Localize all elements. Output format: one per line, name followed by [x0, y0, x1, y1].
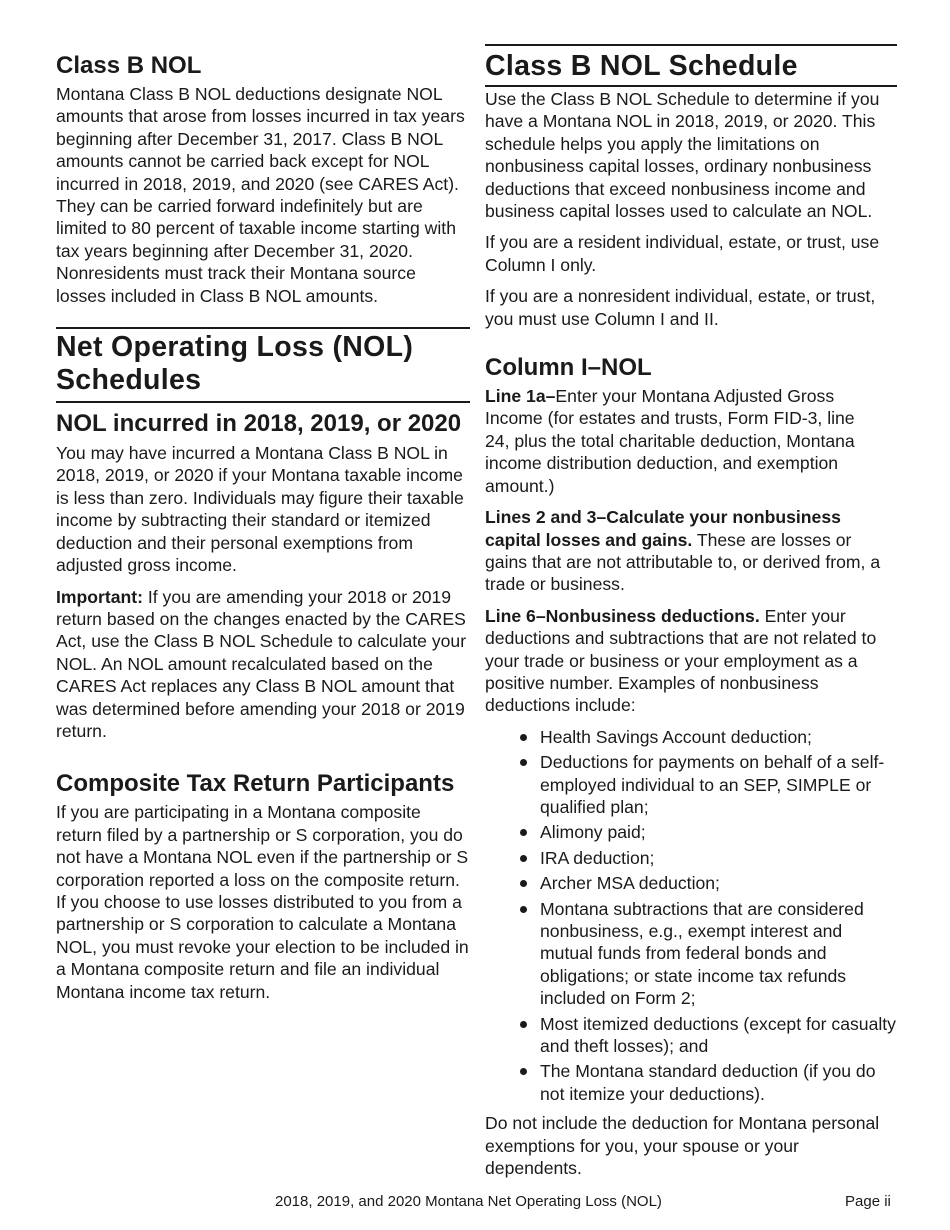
schedule-intro: Use the Class B NOL Schedule to determine if you have a Montana NOL in 2018, 2019, or 2020. This schedule helps you apply the limitations on nonbusiness capital losses, ordinary nonbusiness deductions that exceed nonbusiness income and business capital losses used to calculate an NOL. [485, 89, 880, 222]
important-note [56, 586, 470, 743]
nol-incurred-text: You may have incurred a Montana Class B NOL in 2018, 2019, or 2020 if your Montana taxable income is less than zero. Individuals may figure their taxable income by subtracting their standard or itemized deduction and their personal exemptions from adjusted gross income. [56, 443, 464, 576]
class-b-nol-heading: Class B NOL [56, 52, 202, 79]
line1a-body: Enter your Montana Adjusted Gross Income (for estates and trusts, Form FID-3, line 24, plus the total charitable deduction, Montana income distribution deduction, and exemption amount.) [485, 386, 855, 496]
schedule-heading: Class B NOL Schedule [485, 50, 798, 82]
left-column [56, 0, 470, 1003]
important-label: Important: [56, 586, 143, 607]
section-divider [56, 401, 470, 403]
list-item: Montana subtractions that are considered nonbusiness, e.g., exempt interest and mutual funds from federal bonds and obligations; or state income tax refunds included on Form 2; [520, 898, 897, 1010]
lines23-body: These are losses or gains that are not attributable to, or derived from, a trade or business. [485, 529, 881, 595]
section-divider [56, 327, 470, 329]
line6-body: Enter your deductions and subtractions that are not related to your trade or business or your employment as a positive number. Examples of nonbusiness deductions include: [485, 605, 877, 716]
section-divider [485, 85, 897, 87]
list-item: Alimony paid; [520, 821, 897, 843]
column1-heading: Column I–NOL [485, 354, 652, 382]
lines23-label: Lines 2 and 3–Calculate your nonbusiness capital losses and gains. [485, 507, 841, 550]
line1a-label: Line 1a– [485, 386, 556, 407]
composite-text: If you are participating in a Montana composite return filed by a partnership or S corporation, you do not have a Montana NOL even if the partnership or S corporation reported a loss on the composite return. If you choose to use losses distributed to you from a partnership or S corporation to calculate a Montana NOL, you must revoke your election to be included in a Montana composite return and file an individual Montana income tax return. [56, 802, 469, 1002]
list-item: The Montana standard deduction (if you do not itemize your deductions). [520, 1060, 897, 1105]
nonresident-note: If you are a nonresident individual, estate, or trust, you must use Column I and II. [485, 286, 876, 329]
nonbusiness-deductions-list [485, 726, 897, 1106]
nol-incurred-heading: NOL incurred in 2018, 2019, or 2020 [56, 410, 462, 438]
nol-schedules-heading: Net Operating Loss (NOL) Schedules [56, 331, 414, 397]
class-b-nol-text: Montana Class B NOL deductions designate NOL amounts that arose from losses incurred in tax years beginning after December 31, 2017. Class B NOL amounts cannot be carried back except for NOL incurred in 2018, 2019, and 2020 (see CARES Act). They can be carried forward indefinitely but are limited to 80 percent of taxable income starting with tax years beginning after December 31, 2020. Nonresidents must track their Montana source losses included in Class B NOL amounts. [56, 84, 465, 306]
composite-heading: Composite Tax Return Participants [56, 770, 455, 798]
list-item: Archer MSA deduction; [520, 872, 897, 894]
list-item: Most itemized deductions (except for casualty and theft losses); and [520, 1013, 897, 1058]
right-column [485, 0, 897, 1179]
footer-title: 2018, 2019, and 2020 Montana Net Operating Loss (NOL) [275, 1193, 662, 1210]
closing-note: Do not include the deduction for Montana personal exemptions for you, your spouse or your dependents. [485, 1113, 880, 1179]
page-number: Page ii [845, 1193, 891, 1210]
important-text: If you are amending your 2018 or 2019 return based on the changes enacted by the CARES Act, use the Class B NOL Schedule to calculate your NOL. An NOL amount recalculated based on the CARES Act replaces any Class B NOL amount that was determined before amending your 2018 or 2019 return. [56, 586, 467, 741]
line1a-text [485, 385, 865, 497]
list-item: Deductions for payments on behalf of a self-employed individual to an SEP, SIMPLE or qualified plan; [520, 751, 897, 818]
resident-note: If you are a resident individual, estate, or trust, use Column I only. [485, 232, 880, 275]
list-item: Health Savings Account deduction; [520, 726, 897, 748]
line6-label: Line 6–Nonbusiness deductions. [485, 605, 760, 626]
list-item: IRA deduction; [520, 847, 897, 869]
lines23-text [485, 506, 897, 596]
line6-text [485, 605, 897, 717]
section-divider [485, 44, 897, 46]
